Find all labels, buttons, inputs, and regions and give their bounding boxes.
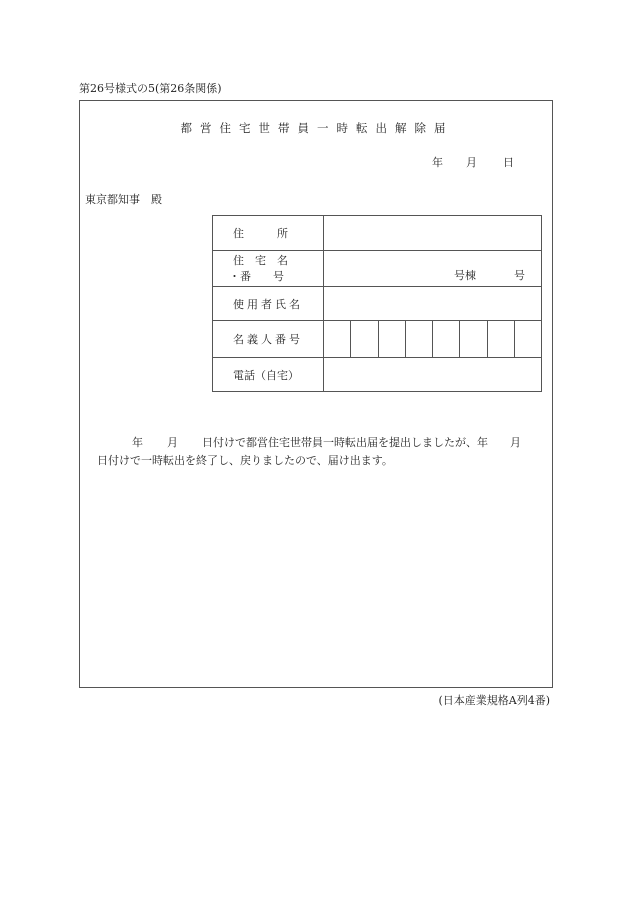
room-unit: 号: [514, 269, 525, 282]
nominee-number-label: 名義人番号: [213, 321, 324, 358]
date-day: 日: [503, 156, 514, 169]
form-number: 第26号様式の5(第26条関係): [79, 82, 222, 95]
digit-cell[interactable]: [514, 321, 541, 357]
nominee-number-field[interactable]: [324, 321, 542, 358]
body-line2: 日付けで一時転出を終了し、戻りましたので、届け出ます。: [97, 454, 393, 467]
body-year: 年: [132, 436, 143, 449]
user-name-field[interactable]: [324, 287, 542, 321]
body-year2: 年: [477, 436, 488, 449]
form-frame: [79, 100, 553, 688]
applicant-table: [212, 215, 542, 392]
digit-cell[interactable]: [432, 321, 459, 357]
digit-cell[interactable]: [350, 321, 377, 357]
digit-cell[interactable]: [324, 321, 350, 357]
housing-field[interactable]: [324, 251, 542, 287]
digit-cell[interactable]: [405, 321, 432, 357]
digit-cell[interactable]: [378, 321, 405, 357]
housing-label: 住 宅 名 ・番 号: [213, 251, 324, 287]
phone-label: 電話（自宅）: [213, 358, 324, 392]
phone-field[interactable]: [324, 358, 542, 392]
digit-cell[interactable]: [487, 321, 514, 357]
address-label: 住 所: [213, 216, 324, 251]
user-name-label: 使用者氏名: [213, 287, 324, 321]
date-year: 年: [432, 156, 443, 169]
date-month: 月: [466, 156, 477, 169]
body-line1: 日付けで都営住宅世帯員一時転出届を提出しましたが、: [202, 436, 477, 449]
building-unit: 号棟: [454, 269, 476, 282]
addressee: 東京都知事 殿: [85, 193, 162, 206]
address-field[interactable]: [324, 216, 542, 251]
form-title: 都営住宅世帯員一時転出解除届: [180, 121, 454, 135]
body-month2: 月: [510, 436, 521, 449]
body-month: 月: [167, 436, 178, 449]
digit-cell[interactable]: [459, 321, 486, 357]
paper-size-note: (日本産業規格A列4番): [438, 694, 550, 707]
